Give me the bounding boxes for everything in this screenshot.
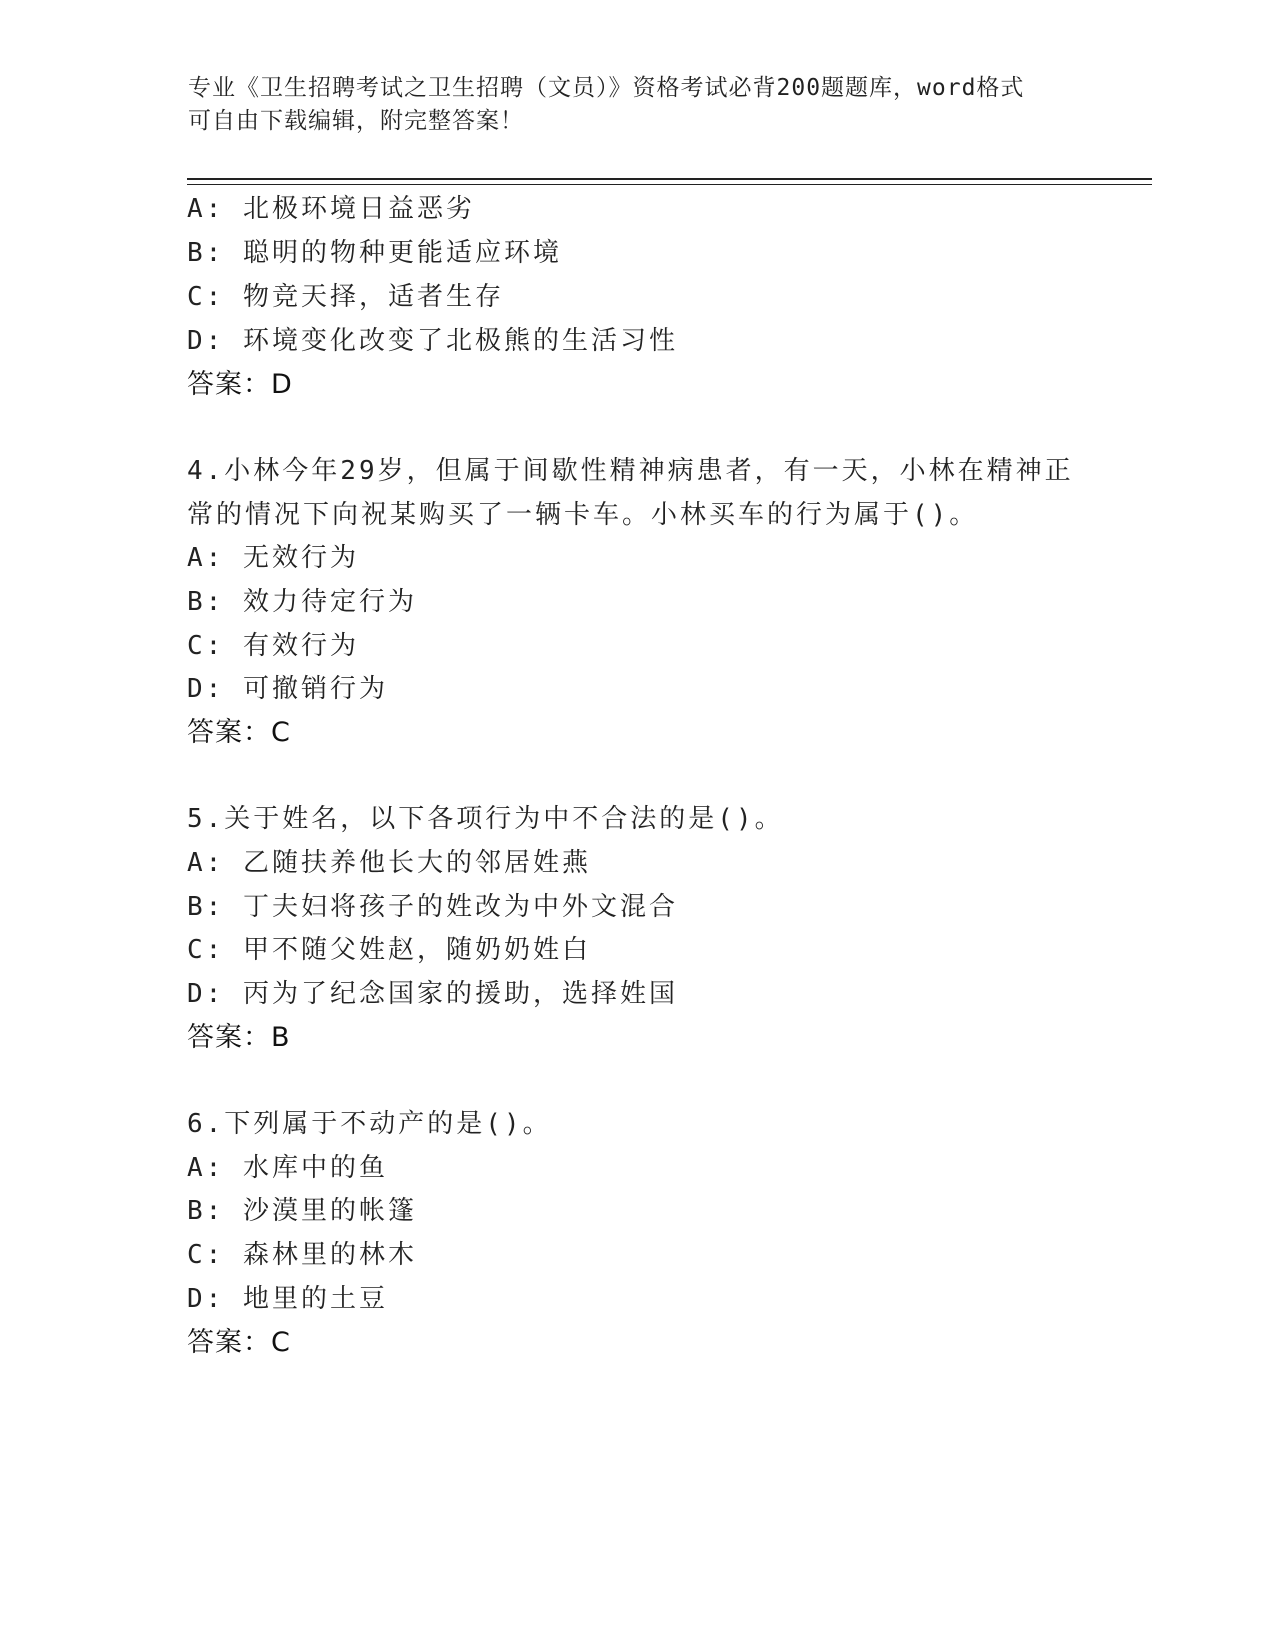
q6-option-d: D: 地里的土豆	[187, 1284, 388, 1314]
q3-option-d: D: 环境变化改变了北极熊的生活习性	[187, 326, 678, 356]
q5-option-d: D: 丙为了纪念国家的援助，选择姓国	[187, 979, 678, 1009]
q5-option-a: A: 乙随扶养他长大的邻居姓燕	[187, 848, 591, 878]
q3-option-a: A: 北极环境日益恶劣	[187, 194, 475, 224]
q5-answer: 答案：B	[187, 1022, 291, 1053]
header-rule-thin	[187, 184, 1152, 185]
q4-option-d: D: 可撤销行为	[187, 674, 388, 704]
q4-option-a: A: 无效行为	[187, 543, 359, 573]
q6-stem: 6.下列属于不动产的是()。	[187, 1109, 552, 1139]
header-line-2: 可自由下载编辑，附完整答案！	[188, 108, 524, 134]
q4-option-c: C: 有效行为	[187, 631, 359, 661]
q6-option-b: B: 沙漠里的帐篷	[187, 1196, 417, 1226]
header-rule-thick	[187, 178, 1152, 180]
q3-option-c: C: 物竞天择，适者生存	[187, 282, 504, 312]
header-line-1: 专业《卫生招聘考试之卫生招聘（文员）》资格考试必背200题题库，word格式	[188, 75, 1025, 101]
q5-option-c: C: 甲不随父姓赵，随奶奶姓白	[187, 935, 591, 965]
q3-answer: 答案：D	[187, 369, 293, 400]
q6-option-c: C: 森林里的林木	[187, 1240, 417, 1270]
q4-answer: 答案：C	[187, 717, 291, 748]
q6-answer: 答案：C	[187, 1327, 291, 1358]
q6-option-a: A: 水库中的鱼	[187, 1153, 388, 1183]
q5-option-b: B: 丁夫妇将孩子的姓改为中外文混合	[187, 892, 678, 922]
q5-stem: 5.关于姓名，以下各项行为中不合法的是()。	[187, 804, 784, 834]
q3-option-b: B: 聪明的物种更能适应环境	[187, 238, 562, 268]
q4-option-b: B: 效力待定行为	[187, 587, 417, 617]
document-header	[188, 72, 1088, 138]
q4-stem-line-1: 4.小林今年29岁，但属于间歇性精神病患者，有一天，小林在精神正	[187, 456, 1074, 486]
q4-stem-line-2: 常的情况下向祝某购买了一辆卡车。小林买车的行为属于()。	[187, 500, 979, 530]
